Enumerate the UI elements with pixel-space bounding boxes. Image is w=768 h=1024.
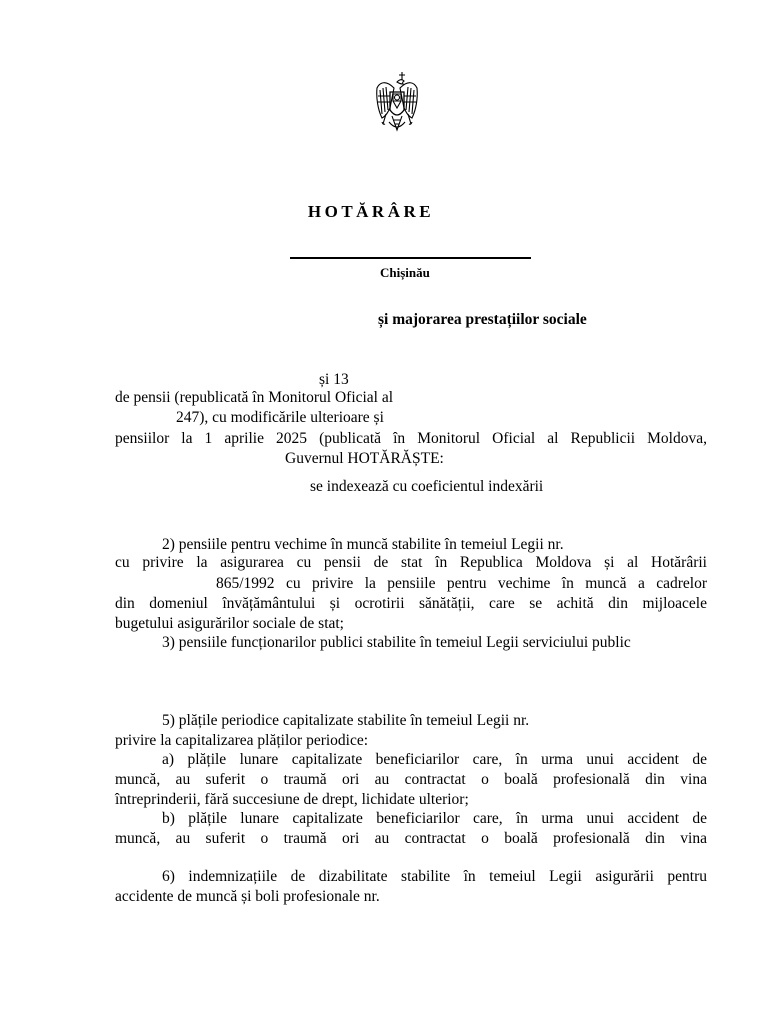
item-5a-line-2: muncă, au suferit o traumă ori au contractat o boală profesională din vina [115, 771, 707, 788]
item-5-line-1: 5) plățile periodice capitalizate stabilite în temeiul Legii nr. [162, 712, 530, 729]
item-2-line-3: 865/1992 cu privire la pensiile pentru vechime în muncă a cadrelor [216, 575, 707, 592]
item-2-line-4: din domeniul învățământului și ocrotirii sănătății, care se achită din mijloacele [115, 595, 707, 612]
preamble-line-5: Guvernul HOTĂRĂȘTE: [285, 450, 444, 467]
item-2-line-1: 2) pensiile pentru vechime în muncă stabilite în temeiul Legii nr. [162, 536, 564, 553]
item-3-line-1: 3) pensiile funcționarilor publici stabilite în temeiul Legii serviciului public [162, 634, 631, 651]
item-5a-line-1: a) plățile lunare capitalizate beneficiarilor care, în urma unui accident de [162, 751, 707, 768]
document-title: HOTĂRÂRE [307, 202, 435, 221]
item-2-line-2: cu privire la asigurarea cu pensii de stat în Republica Moldova și al Hotărârii [115, 554, 707, 571]
item-2-line-5: bugetului asigurărilor sociale de stat; [115, 615, 344, 632]
moldova-coat-of-arms-icon [374, 70, 420, 138]
point-1-line-1: se indexează cu coeficientul indexării [310, 478, 544, 495]
item-6-line-1: 6) indemnizațiile de dizabilitate stabilite în temeiul Legii asigurării pentru [162, 868, 707, 885]
item-5b-line-2: muncă, au suferit o traumă ori au contractat o boală profesională din vina [115, 830, 707, 847]
preamble-line-2: de pensii (republicată în Monitorul Oficial al [115, 389, 394, 406]
signature-line [290, 257, 531, 259]
item-5b-line-1: b) plățile lunare capitalizate beneficiarilor care, în urma unui accident de [162, 810, 707, 827]
document-subject: și majorarea prestațiilor sociale [378, 311, 587, 328]
preamble-line-4: pensiilor la 1 aprilie 2025 (publicată în Monitorul Oficial al Republicii Moldova, [115, 430, 707, 447]
preamble-line-1: și 13 [319, 371, 349, 388]
item-5-line-2: privire la capitalizarea plăților periodice: [115, 732, 369, 749]
item-6-line-2: accidente de muncă și boli profesionale nr. [115, 888, 380, 905]
item-5a-line-3: întreprinderii, fără succesiune de drept, lichidate ulterior; [115, 791, 469, 808]
city-label: Chișinău [380, 265, 430, 280]
preamble-line-3: 247), cu modificările ulterioare și [176, 409, 384, 426]
